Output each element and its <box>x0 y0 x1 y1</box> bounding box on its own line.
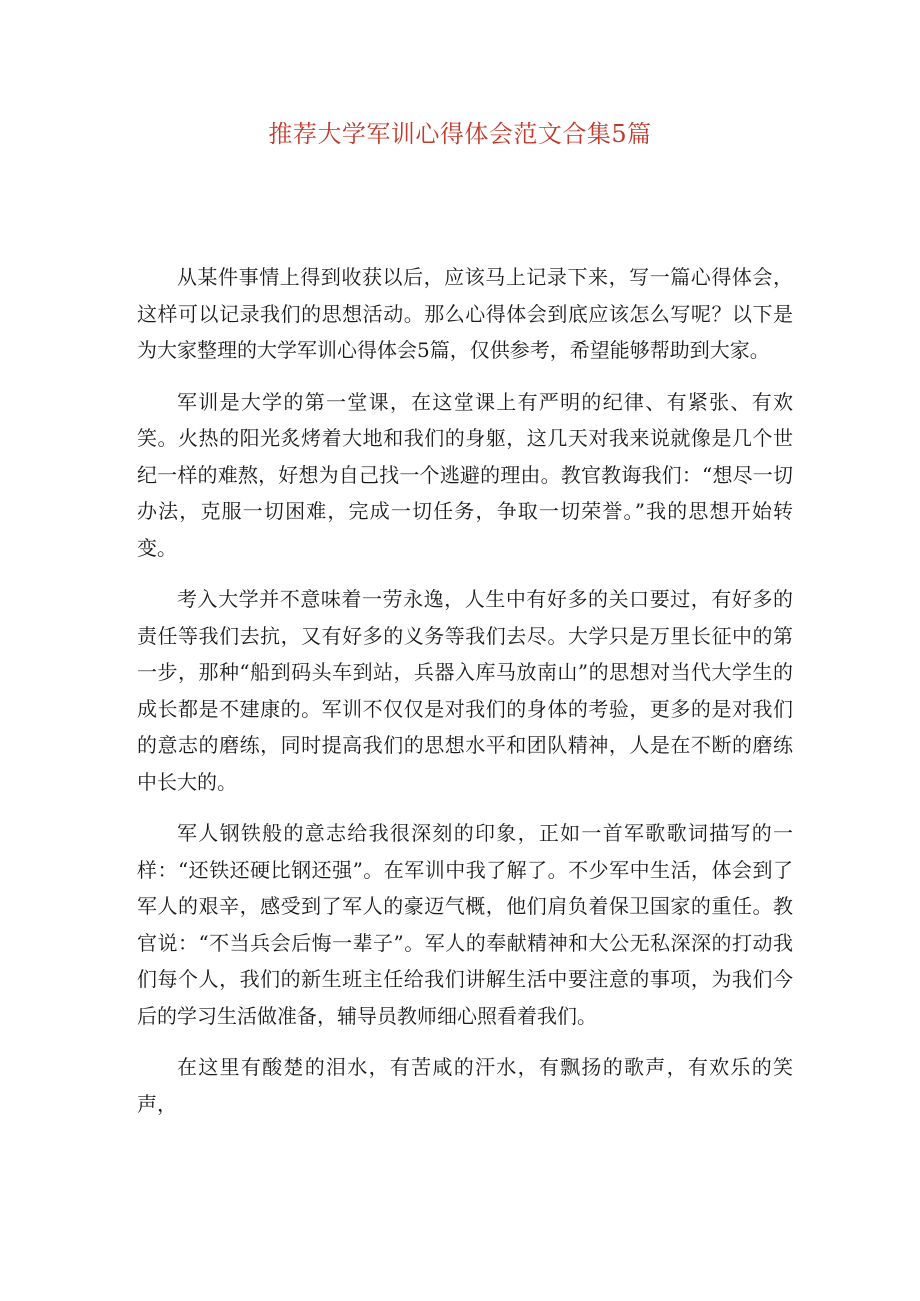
paragraph-5: 在这里有酸楚的泪水，有苦咸的汗水，有飘扬的歌声，有欢乐的笑声， <box>137 1055 793 1116</box>
paragraph-4: 军人钢铁般的意志给我很深刻的印象，正如一首军歌歌词描写的一样：“还铁还硬比钢还强”。在军训中我了解了。不少军中生活，体会到了军人的艰辛，感受到了军人的豪迈气概，他们肩负着保卫国家的重任。教官说：“不当兵会后悔一辈子”。军人的奉献精神和大公无私深深的打动我们每个人，我们的新生班主任给我们讲解生活中要注意的事项，为我们今后的学习生活做准备，辅导员教师细心照看着我们。 <box>137 821 793 1028</box>
document-title: 推荐大学军训心得体会范文合集5篇 <box>268 120 652 148</box>
paragraph-3: 考入大学并不意味着一劳永逸，人生中有好多的关口要过，有好多的责任等我们去抗，又有好多的义务等我们去尽。大学只是万里长征中的第一步，那种“船到码头车到站，兵器入库马放南山”的思想对当代大学生的成长都是不建康的。军训不仅仅是对我们的身体的考验，更多的是对我们的意志的磨练，同时提高我们的思想水平和团队精神，人是在不断的磨练中长大的。 <box>137 587 793 794</box>
document-body <box>137 259 793 1137</box>
paragraph-1: 从某件事情上得到收获以后，应该马上记录下来，写一篇心得体会，这样可以记录我们的思想活动。那么心得体会到底应该怎么写呢？以下是为大家整理的大学军训心得体会5篇，仅供参考，希望能够帮助到大家。 <box>137 265 793 362</box>
paragraph-2: 军训是大学的第一堂课，在这堂课上有严明的纪律、有紧张、有欢笑。火热的阳光炙烤着大地和我们的身躯，这几天对我来说就像是几个世纪一样的难熬，好想为自己找一个逃避的理由。教官教诲我们：“想尽一切办法，克服一切困难，完成一切任务，争取一切荣誉。”我的思想开始转变。 <box>137 389 793 560</box>
